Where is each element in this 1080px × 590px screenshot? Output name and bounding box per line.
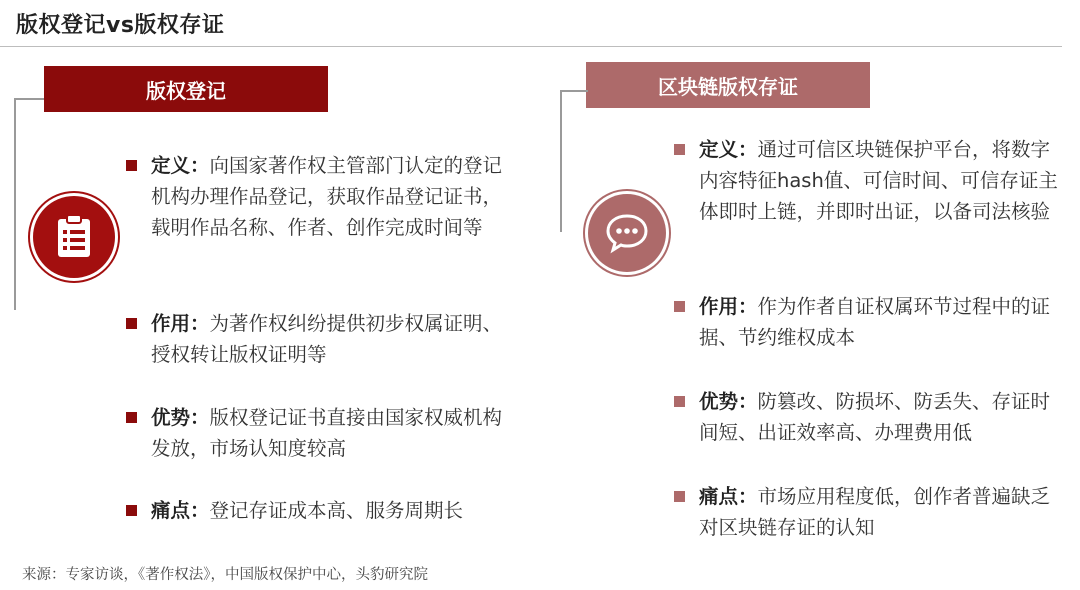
item-label: 作用：: [151, 312, 210, 335]
list-item: [122, 150, 514, 243]
item-text: 为著作权纠纷提供初步权属证明、授权转让版权证明等: [151, 312, 503, 366]
item-text: 作为作者自证权属环节过程中的证据、节约维权成本: [699, 295, 1051, 349]
list-item: [670, 386, 1062, 448]
item-label: 定义：: [151, 154, 210, 177]
chat-bubble-icon: [588, 194, 666, 272]
bullet-square: [126, 505, 137, 516]
item-label: 痛点：: [151, 499, 210, 522]
right-connector-line: [560, 90, 588, 232]
bullet-square: [674, 396, 685, 407]
bullet-square: [126, 412, 137, 423]
right-column-header: 区块链版权存证: [586, 62, 870, 108]
item-label: 优势：: [699, 390, 758, 413]
item-label: 作用：: [699, 295, 758, 318]
document-list-icon: [33, 196, 115, 278]
bullet-square: [126, 160, 137, 171]
bullet-square: [126, 318, 137, 329]
item-text: 通过可信区块链保护平台，将数字内容特征hash值、可信时间、可信存证主体即时上链，并即时出证，以备司法核验: [699, 138, 1058, 223]
item-text: 向国家著作权主管部门认定的登记机构办理作品登记，获取作品登记证书，载明作品名称、作者、创作完成时间等: [151, 154, 503, 239]
list-item: [670, 481, 1062, 543]
item-label: 定义：: [699, 138, 758, 161]
item-label: 痛点：: [699, 485, 758, 508]
bullet-square: [674, 301, 685, 312]
bullet-square: [674, 144, 685, 155]
left-column-header: 版权登记: [44, 66, 328, 112]
title-divider: [0, 46, 1062, 47]
bullet-square: [674, 491, 685, 502]
list-item: [122, 308, 514, 370]
left-connector-line: [14, 98, 44, 310]
item-label: 优势：: [151, 406, 210, 429]
item-text: 版权登记证书直接由国家权威机构发放，市场认知度较高: [151, 406, 503, 460]
item-text: 登记存证成本高、服务周期长: [209, 499, 464, 522]
item-text: 防篡改、防损坏、防丢失、存证时间短、出证效率高、办理费用低: [699, 390, 1051, 444]
list-item: [670, 291, 1062, 353]
list-item: [122, 402, 514, 464]
page-title: 版权登记vs版权存证: [16, 13, 225, 38]
source-note: 来源：专家访谈，《著作权法》，中国版权保护中心，头豹研究院: [22, 567, 428, 583]
list-item: [670, 134, 1062, 227]
item-text: 市场应用程度低，创作者普遍缺乏对区块链存证的认知: [699, 485, 1051, 539]
list-item: [122, 495, 514, 526]
